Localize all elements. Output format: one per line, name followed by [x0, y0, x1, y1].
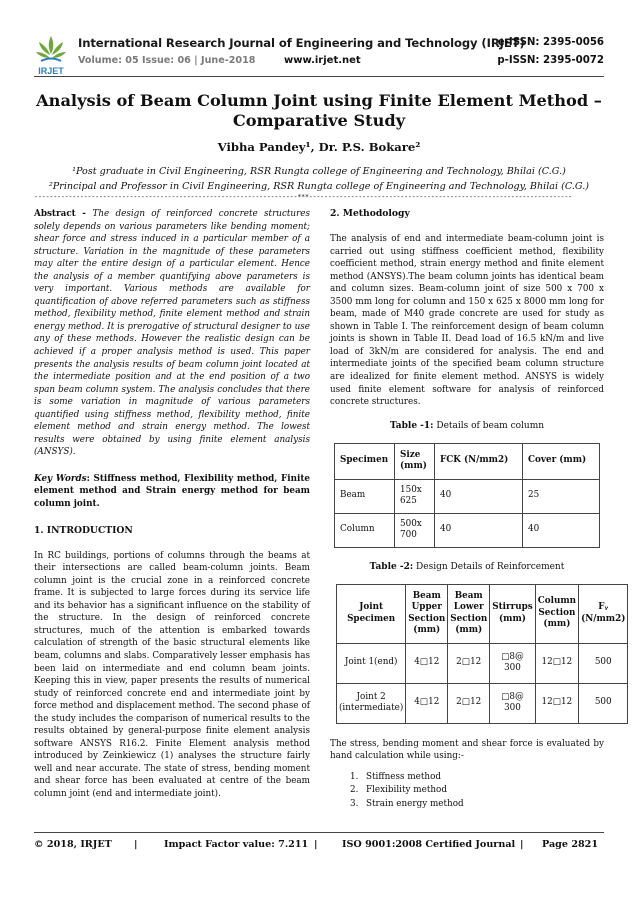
- table-cell: 2□12: [448, 683, 490, 723]
- table-cell: 25: [523, 479, 600, 513]
- beam-column-details-table: [334, 443, 600, 548]
- table-cell: 12□12: [535, 643, 578, 683]
- section-separator: ---------------------------------------------------------------------***---------------------------------------------------------------------: [34, 193, 572, 201]
- footer-divider: |: [520, 839, 524, 850]
- table-header-cell: Size (mm): [395, 443, 435, 479]
- abstract-label: Abstract -: [34, 209, 93, 219]
- evaluation-text: The stress, bending moment and shear force is evaluated by hand calculation while using:-: [330, 738, 604, 762]
- table-cell: 500x 700: [395, 513, 435, 547]
- journal-header: [34, 32, 604, 82]
- table-cell: □8@ 300: [490, 683, 536, 723]
- footer-rule: [34, 832, 604, 833]
- keywords-text: : Stiffness method, Flexibility method, Finite element method and Strain energy method for beam column joint.: [34, 473, 310, 510]
- table-row: [337, 683, 628, 723]
- affiliation-1: ¹Post graduate in Civil Engineering, RSR Rungta college of Engineering and Technology, Bhilai (C.G.): [72, 166, 566, 177]
- table-header-cell: FCK (N/mm2): [435, 443, 523, 479]
- volume-issue: Volume: 05 Issue: 06 | June-2018: [78, 55, 256, 66]
- table-cell: Joint 1(end): [337, 643, 406, 683]
- keywords: [34, 473, 310, 511]
- authors: Vibha Pandey¹, Dr. P.S. Bokare²: [217, 140, 421, 154]
- svg-text:IRJET: IRJET: [38, 66, 64, 76]
- paper-title: Analysis of Beam Column Joint using Finite Element Method – Comparative Study: [36, 91, 602, 130]
- abstract: [34, 208, 310, 459]
- footer-divider: |: [314, 839, 318, 850]
- table-cell: 4□12: [406, 683, 448, 723]
- table-header-row: [335, 443, 600, 479]
- left-column: [34, 208, 310, 801]
- introduction-text: In RC buildings, portions of columns through the beams at their intersections are called beam-column joints. Beam column joint is the crucial zone in a reinforced concrete frame. It is subjected to large forces during its service life and its behavior has a significant influence on the stability of the structure. In the design of reinforced concrete structures, much of the attention is embarked towards calculation of strength of the basic structural elements like beam, columns and slabs. Comparatively lesser emphasis has been laid on intermediate and end column beam joints. Keeping this in view, paper presents the results of numerical study of reinforced concrete end and intermediate joint by force method and displacement method. The second phase of the study includes the comparison of numerical results to the results obtained by general-purpose finite element analysis software ANSYS R16.2. Finite Element analysis method introduced by Zeinkiewicz (1) analyses the structure fairly well and near accurate. The state of stress, bending moment and shear force has been evaluated at centre of the beam column joint (end and intermediate joint).: [34, 550, 310, 799]
- table-header-cell: Specimen: [335, 443, 395, 479]
- table-header-cell: Fᵧ (N/mm2): [579, 584, 628, 643]
- table-cell: 500: [579, 683, 628, 723]
- reinforcement-design-table: [336, 584, 628, 724]
- table-header-row: [337, 584, 628, 643]
- introduction-heading: 1. INTRODUCTION: [34, 524, 133, 536]
- table-header-cell: Joint Specimen: [337, 584, 406, 643]
- journal-name: International Research Journal of Engineering and Technology (IRJET): [78, 36, 525, 50]
- table2-caption: Table -2: Design Details of Reinforcement: [369, 561, 565, 572]
- table-row: [337, 643, 628, 683]
- table-cell: 4□12: [406, 643, 448, 683]
- table-cell: Column: [335, 513, 395, 547]
- table-cell: 500: [579, 643, 628, 683]
- table-row: [335, 513, 600, 547]
- header-rule: [34, 76, 604, 77]
- table-cell: Joint 2 (intermediate): [337, 683, 406, 723]
- footer-impact-factor: Impact Factor value: 7.211: [164, 839, 309, 850]
- p-issn: p-ISSN: 2395-0072: [497, 55, 604, 66]
- methodology-heading: 2. Methodology: [330, 208, 410, 219]
- list-item: 2. Flexibility method: [350, 785, 447, 796]
- footer-iso: ISO 9001:2008 Certified Journal: [342, 839, 516, 850]
- footer-divider: |: [134, 839, 138, 850]
- table-cell: 40: [435, 479, 523, 513]
- right-column: [330, 208, 626, 811]
- methods-list: [350, 771, 604, 812]
- table-cell: Beam: [335, 479, 395, 513]
- e-issn: e-ISSN: 2395-0056: [497, 37, 604, 48]
- table-header-cell: Cover (mm): [523, 443, 600, 479]
- table-header-cell: Beam Upper Section (mm): [406, 584, 448, 643]
- table-cell: 40: [523, 513, 600, 547]
- journal-website-link[interactable]: www.irjet.net: [284, 55, 361, 66]
- table-row: [335, 479, 600, 513]
- table-cell: 40: [435, 513, 523, 547]
- table1-caption: Table -1: Details of beam column: [389, 420, 545, 431]
- table-cell: 150x 625: [395, 479, 435, 513]
- page-number: Page 2821: [542, 839, 599, 850]
- table-cell: □8@ 300: [490, 643, 536, 683]
- table-cell: 2□12: [448, 643, 490, 683]
- abstract-text: The design of reinforced concrete structures solely depends on various parameters like bending moment; shear force and stress induced in a particular member of a structure. Variation in the magnitude of these parameters may alter the entire design of a particular element. Hence the analysis of a member quantifying above parameters is very important. Various methods are available for quantification of above referred parameters such as stiffness method, flexibility method, finite element method and strain energy method. It is prerogative of structural designer to use any of these methods. However the realistic design can be achieved if a proper analysis method is used. This paper presents the analysis results of beam column joint located at the intermediate position and at the end position of a two span beam column system. The analysis concludes that there is some variation in magnitude of various parameters quantified using stiffness method, flexibility method, finite element method and strain energy method. The lowest results were obtained by using finite element analysis (ANSYS).: [34, 209, 310, 458]
- footer-copyright: © 2018, IRJET: [34, 839, 112, 850]
- table-cell: 12□12: [535, 683, 578, 723]
- keywords-label: Key Words: [34, 473, 87, 484]
- affiliation-2: ²Principal and Professor in Civil Engineering, RSR Rungta college of Engineering and Technology, Bhilai (C.G.): [48, 181, 590, 192]
- methodology-text: The analysis of end and intermediate beam-column joint is carried out using stiffness coefficient method, flexibility coefficient method, strain energy method and finite element method (ANSYS).The beam column joints has identical beam and column sizes. Beam-column joint of size 500 x 700 x 3500 mm long for column and 150 x 625 x 8000 mm long for beam, made of M40 grade concrete are used for study as shown in Table I. The reinforcement design of beam column joints is shown in Table II. Dead load of 16.5 kN/m and live load of 3kN/m are considered for analysis. The end and intermediate joints of the specified beam column structure are idealized for finite element method. ANSYS is widely used finite element software for analysis of reinforced concrete structures.: [330, 234, 604, 408]
- table-header-cell: Stirrups (mm): [490, 584, 536, 643]
- table-header-cell: Column Section (mm): [535, 584, 578, 643]
- table-header-cell: Beam Lower Section (mm): [448, 584, 490, 643]
- list-item: 3. Strain energy method: [350, 798, 464, 809]
- list-item: 1. Stiffness method: [350, 771, 441, 782]
- irjet-logo: [34, 34, 68, 78]
